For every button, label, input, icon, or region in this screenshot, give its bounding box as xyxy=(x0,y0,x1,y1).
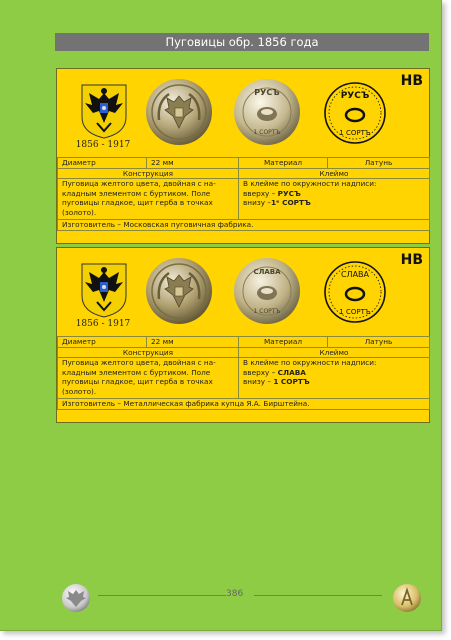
mark-line-top-value: РУСЪ xyxy=(277,188,301,198)
button-face-image xyxy=(145,78,213,146)
image-row xyxy=(57,248,429,336)
diameter-value: 22 мм xyxy=(147,158,239,169)
svg-text:1 СОРТЪ: 1 СОРТЪ xyxy=(253,129,281,136)
image-row xyxy=(57,69,429,157)
mark-line-bottom xyxy=(243,198,425,208)
button-back-image xyxy=(233,78,301,146)
construction-header: Конструкция xyxy=(58,168,239,179)
stamp-drawing xyxy=(323,81,387,145)
material-value: Латунь xyxy=(328,337,430,348)
material-value: Латунь xyxy=(328,158,430,169)
coat-of-arms-icon xyxy=(79,262,129,318)
mark-line-bottom-value: 1ᵉ СОРТЪ xyxy=(270,198,311,208)
stamp-top-text: СЛАВА xyxy=(340,270,370,279)
coin-emblem-left-icon xyxy=(61,583,91,613)
svg-text:РУСЪ: РУСЪ xyxy=(254,88,280,97)
coat-of-arms-icon xyxy=(79,83,129,139)
mark-line-bottom-value: 1 СОРТЪ xyxy=(273,377,310,387)
mark-intro: В клейме по окружности надписи: xyxy=(243,358,377,368)
mark-text xyxy=(239,358,430,399)
footer-divider-left xyxy=(98,595,226,596)
mark-intro: В клейме по окружности надписи: xyxy=(243,179,377,189)
diameter-label: Диаметр xyxy=(58,337,147,348)
mark-header: Клеймо xyxy=(239,347,430,358)
svg-text:1 СОРТЪ: 1 СОРТЪ xyxy=(253,308,281,315)
stamp-bottom-text: 1 СОРТЪ xyxy=(339,308,371,316)
stamp-top-text: РУСЪ xyxy=(340,91,370,101)
stamp-bottom-text: 1 СОРТЪ xyxy=(339,129,371,137)
maker-text: Изготовитель – Московская пуговичная фабрика. xyxy=(58,220,430,231)
page-number: 386 xyxy=(226,589,244,599)
mark-line-top-prefix: вверху – xyxy=(243,188,278,198)
page-title: Пуговицы обр. 1856 года xyxy=(55,33,429,51)
mark-header: Клеймо xyxy=(239,168,430,179)
construction-header: Конструкция xyxy=(58,347,239,358)
spec-table xyxy=(57,157,430,231)
stamp-drawing xyxy=(323,260,387,324)
material-label: Материал xyxy=(239,158,328,169)
mark-line-top xyxy=(243,368,425,378)
button-back-image xyxy=(233,257,301,325)
construction-text: Пуговица желтого цвета, двойная с на-кладным элементом с буртиком. Поле пуговицы гладкое, щит герба в точках (золото). xyxy=(58,358,239,399)
mark-line-bottom xyxy=(243,377,425,387)
mark-line-bottom-prefix: внизу – xyxy=(243,377,274,387)
material-label: Материал xyxy=(239,337,328,348)
mark-line-top-prefix: вверху – xyxy=(243,367,278,377)
maker-text: Изготовитель – Металлическая фабрика купца Я.А. Бирштейна. xyxy=(58,399,430,410)
mark-line-bottom-prefix: внизу – xyxy=(243,198,271,208)
button-card-2 xyxy=(56,247,430,423)
spec-table xyxy=(57,336,430,410)
mark-line-top xyxy=(243,189,425,199)
svg-text:СЛАВА: СЛАВА xyxy=(253,268,281,276)
years-label: 1856 - 1917 xyxy=(75,140,131,150)
diameter-value: 22 мм xyxy=(147,337,239,348)
button-card-1 xyxy=(56,68,430,244)
footer-divider-right xyxy=(254,595,382,596)
diameter-label: Диаметр xyxy=(58,158,147,169)
mark-text xyxy=(239,179,430,220)
years-label: 1856 - 1917 xyxy=(75,319,131,329)
button-face-image xyxy=(145,257,213,325)
category-badge: НВ xyxy=(400,73,423,89)
mark-line-top-value: СЛАВА xyxy=(277,367,306,377)
construction-text: Пуговица желтого цвета, двойная с на-кладным элементом с буртиком. Поле пуговицы гладкое, щит герба в точках (золото). xyxy=(58,179,239,220)
category-badge: НВ xyxy=(400,252,423,268)
coin-emblem-right-icon xyxy=(392,583,422,613)
